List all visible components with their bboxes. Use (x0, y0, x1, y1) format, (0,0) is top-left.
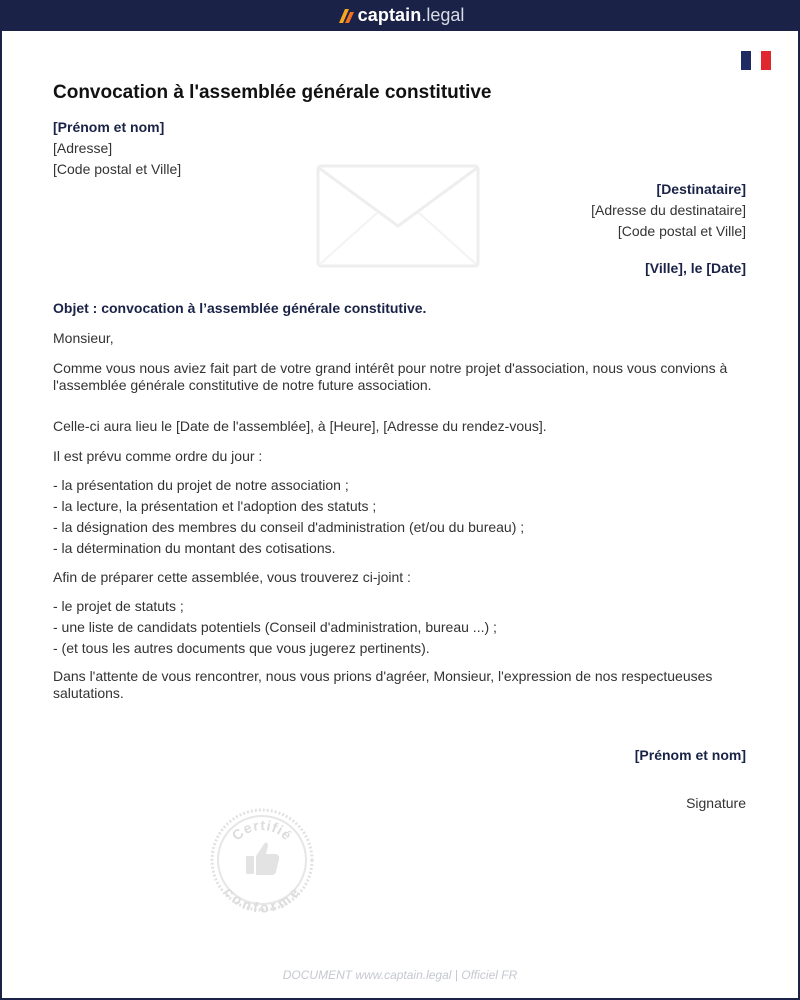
captain-logo-icon (336, 9, 354, 23)
recipient-city: [Code postal et Ville] (617, 223, 746, 239)
agenda-item: - la présentation du projet de notre association ; (53, 477, 349, 493)
attachments-list (53, 596, 743, 659)
recipient-block (591, 179, 746, 242)
attachment-item: - (et tous les autres documents que vous jugerez pertinents). (53, 640, 430, 656)
salutation: Monsieur, (53, 330, 114, 346)
meeting-paragraph: Celle-ci aura lieu le [Date de l'assemblée], à [Heure], [Adresse du rendez-vous]. (53, 418, 547, 434)
brand-logo[interactable] (336, 5, 465, 26)
envelope-watermark-icon (316, 164, 480, 268)
attachment-item: - le projet de statuts ; (53, 598, 184, 614)
svg-text:conforme (221, 884, 303, 914)
closing-name: [Prénom et nom] (634, 747, 746, 763)
french-flag-icon[interactable] (741, 51, 771, 70)
intro-paragraph: Comme vous nous aviez fait part de votre grand intérêt pour notre projet d'association, nous vous convions à l'assemblée générale constitutive de notre future association. (53, 360, 728, 393)
brand-tld: .legal (421, 5, 465, 25)
recipient-address: [Adresse du destinataire] (591, 202, 746, 218)
agenda-item: - la désignation des membres du conseil d'administration (et/ou du bureau) ; (53, 519, 525, 535)
agenda-list (53, 475, 743, 559)
certified-stamp-icon (208, 806, 316, 914)
document-title: Convocation à l'assemblée générale constitutive (53, 82, 492, 103)
thumbs-up-icon (246, 842, 279, 875)
signature-label: Signature (686, 795, 746, 811)
subject-line: Objet : convocation à l’assemblée générale constitutive. (53, 300, 427, 316)
attachment-item: - une liste de candidats potentiels (Conseil d'administration, bureau ...) ; (53, 619, 497, 635)
closing-paragraph: Dans l'attente de vous rencontrer, nous vous prions d'agréer, Monsieur, l'expression de nos respectueuses salutations. (53, 668, 713, 701)
place-date: [Ville], le [Date] (645, 260, 746, 276)
stamp-bottom-text: conforme (221, 883, 303, 914)
footer-text: DOCUMENT www.captain.legal | Officiel FR (282, 968, 518, 982)
brand-name: captain (357, 5, 422, 25)
svg-text:Certifié (229, 817, 296, 844)
header-bar (2, 0, 798, 31)
recipient-name: [Destinataire] (656, 181, 746, 197)
agenda-intro: Il est prévu comme ordre du jour : (53, 448, 263, 464)
sender-city: [Code postal et Ville] (53, 161, 182, 177)
sender-address: [Adresse] (53, 140, 113, 156)
sender-name: [Prénom et nom] (53, 119, 165, 135)
attachments-intro: Afin de préparer cette assemblée, vous trouverez ci-joint : (53, 569, 411, 585)
letter-body (53, 300, 743, 702)
stamp-top-text: Certifié (228, 816, 296, 844)
agenda-item: - la lecture, la présentation et l'adoption des statuts ; (53, 498, 377, 514)
sender-block (53, 117, 181, 180)
agenda-item: - la détermination du montant des cotisations. (53, 540, 336, 556)
